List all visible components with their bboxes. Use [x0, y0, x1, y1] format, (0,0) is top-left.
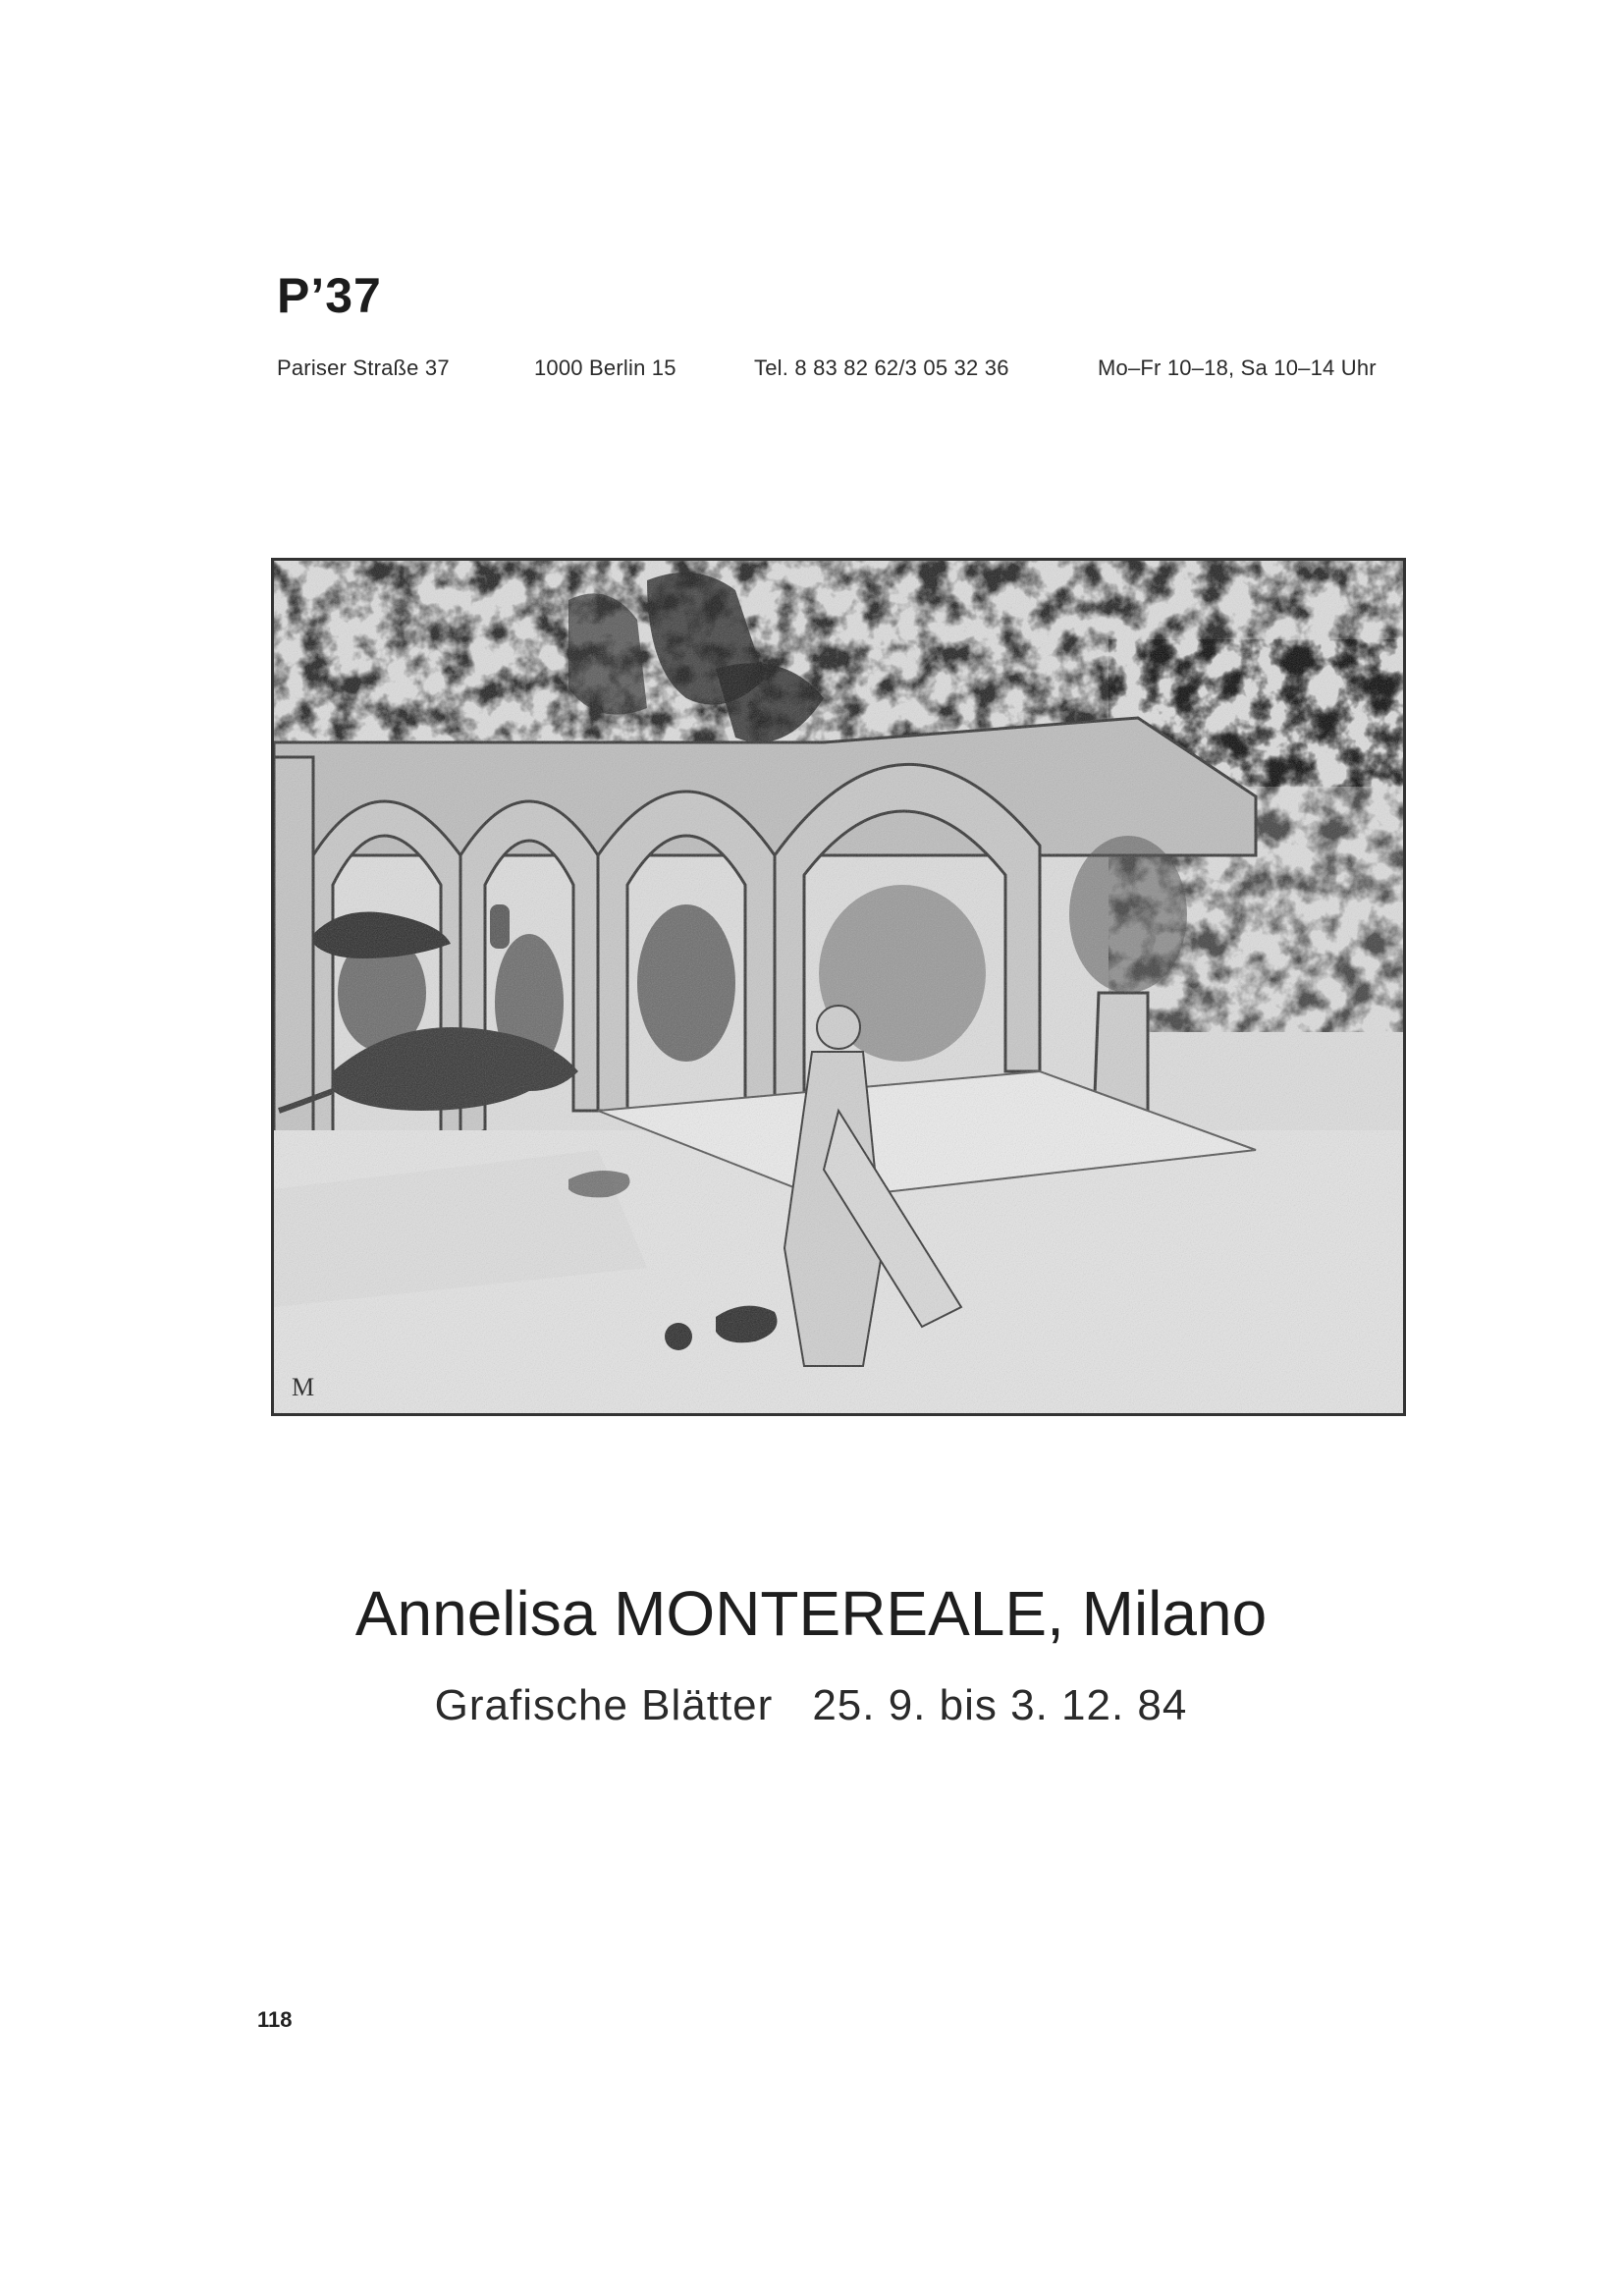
artist-name: Annelisa MONTEREALE, Milano [354, 1578, 1268, 1649]
artwork-etching [271, 558, 1406, 1416]
exhibition-subtitle [0, 1681, 1622, 1730]
gallery-phone: Tel. 8 83 82 62/3 05 32 36 [754, 355, 1009, 380]
page-number: 118 [257, 2007, 293, 2032]
artist-monogram: M [292, 1373, 315, 1401]
gallery-city: 1000 Berlin 15 [534, 355, 676, 380]
exhibition-dates: 25. 9. bis 3. 12. 84 [812, 1681, 1188, 1729]
exhibition-medium: Grafische Blätter [434, 1681, 774, 1729]
gallery-name: P’37 [277, 268, 382, 323]
gallery-address: Pariser Straße 37 [277, 355, 450, 380]
gallery-hours: Mo–Fr 10–18, Sa 10–14 Uhr [1098, 355, 1377, 380]
